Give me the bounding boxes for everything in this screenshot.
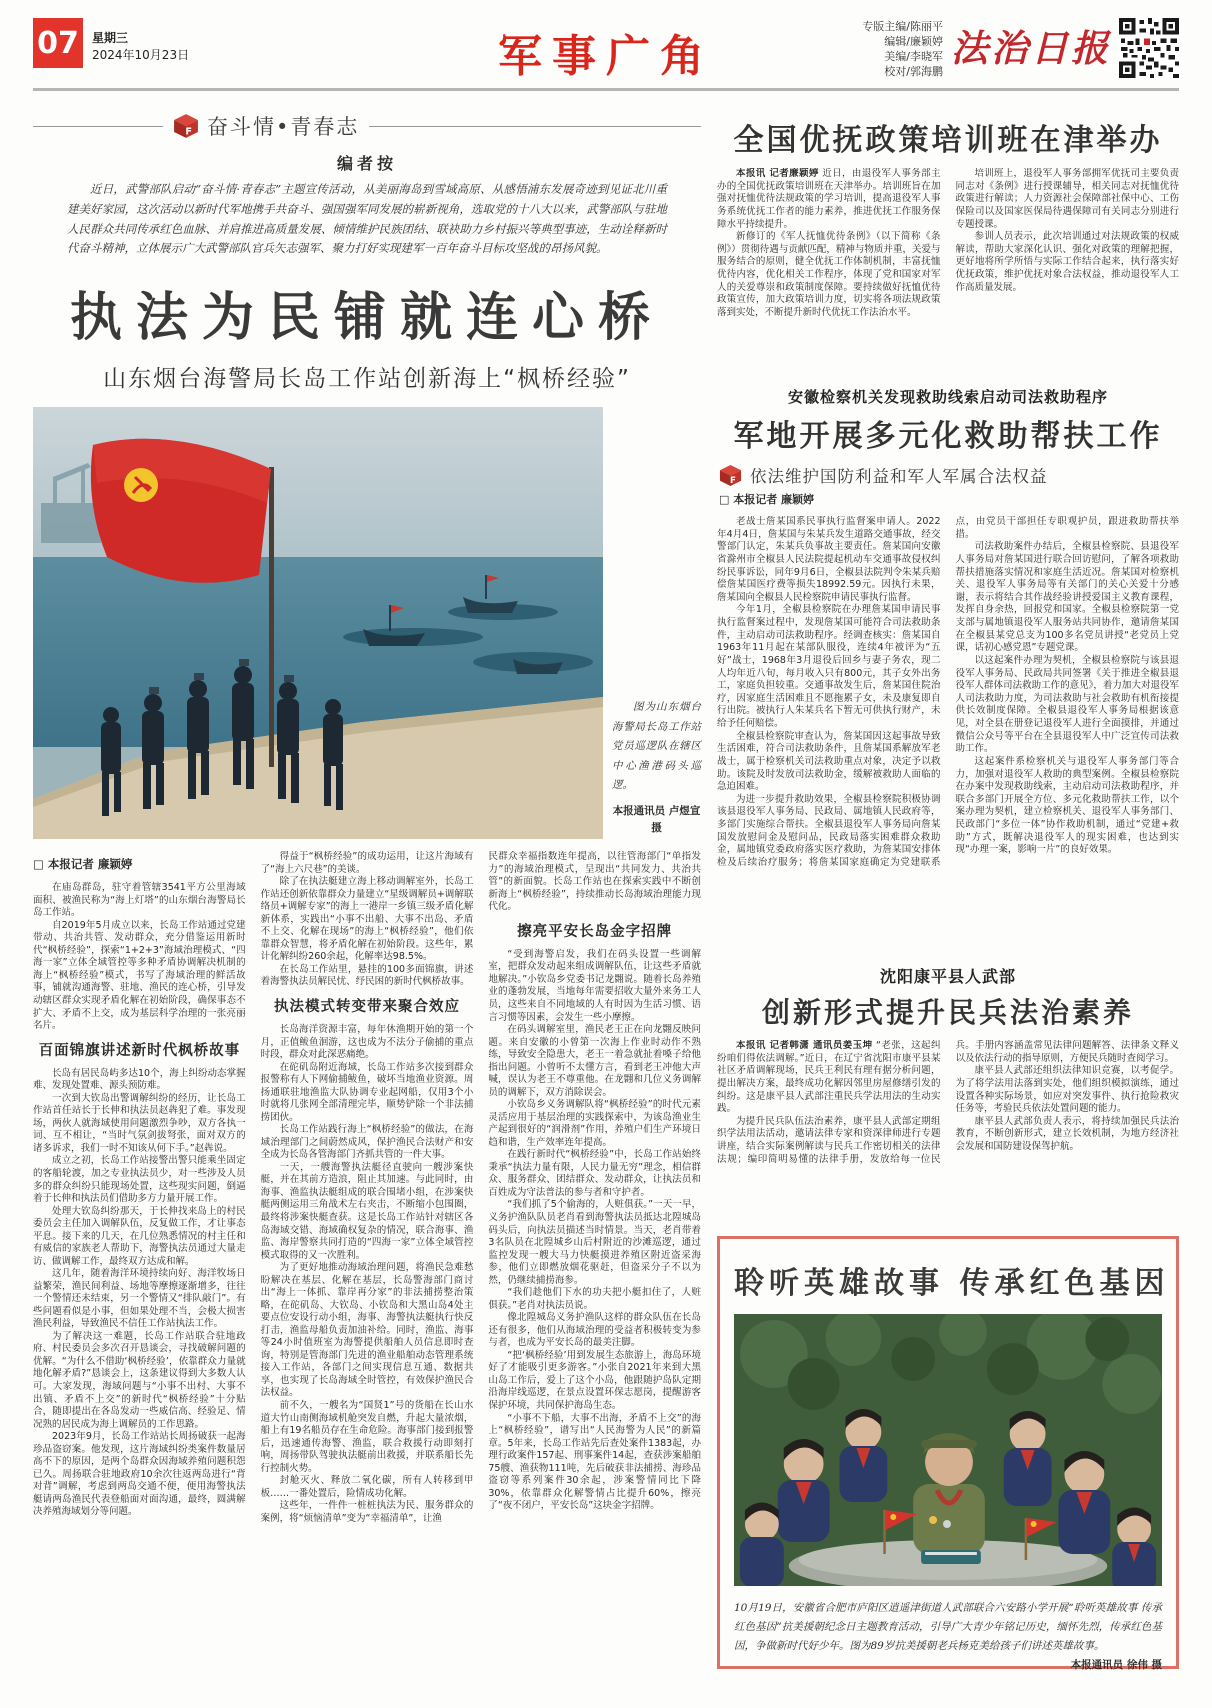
date-block — [92, 18, 189, 65]
paragraph: 这起案件系检察机关与退役军人事务部门等合力，加强对退役军人救助的典型案例。全椒县检察院在办案中发现救助线索，主动启动司法救助程序，并联合多部门开展全方位、多元化救助帮扶工作，以个案办理为契机，建立检察机关、退役军人事务部门、民政部门“多位一体”协作救助机制，通过“党建+救助”方式，既解决退役军人的现实困难，也达到实现“办理一案，影响一片”的良好效果。 — [955, 755, 1179, 856]
main-subhead: 山东烟台海警局长岛工作站创新海上“枫桥经验” — [103, 366, 631, 393]
paragraph: “我们抓了5个偷海的，人赃俱获。”一天一早，义务护渔队队员老肖看到海警执法员抵达北隍城岛码头后，向执法员描述当时情景。当天，老肖带着3名队员在北隍城乡山后村附近的沙滩巡逻，通过监控发现一艘大马力快艇摸进养殖区附近盗采海参，他们立即燃放烟花驱赶，但盗采分子不以为然，仍继续捕捞海参。 — [488, 1199, 701, 1286]
paragraph: 本报讯 记者廉颖婷 近日，由退役军人事务部主办的全国优抚政策培训班在天津举办。培训班旨在加强对抚恤优待法规政策的学习培训，提高退役军人事务系统优抚工作者的能力素养，推进优抚工作服务保障水平持续提升。 — [717, 168, 941, 230]
paragraph: “我们趁他们下水的功夫把小艇扣住了，人赃俱获。”老肖对执法员说。 — [488, 1287, 701, 1311]
date: 2024年10月23日 — [92, 48, 190, 63]
paragraph: 长岛有居民岛屿多达10个，海上纠纷动态掌握难、发现处置难、源头预防难。 — [33, 1067, 246, 1092]
rescue-body — [717, 516, 1179, 944]
article-column-1 — [33, 851, 246, 1599]
paragraph: 本报讯 记者韩潇 通讯员姜玉坤 “老张，这起纠纷咱们得依法调解。”近日，在辽宁省沈阳市康平县某社区矛盾调解现场，民兵王利民有理有据分析问题，提出解决方案，最终成功化解因邻里房屋修缮引发的纠纷。这是康平县人武部注重民兵学法用法的生动实践。 — [717, 1040, 941, 1115]
paragraph: 为进一步提升救助效果，全椒县检察院积极协调该县退役军人事务局、民政局、属地镇人民政府等，多部门实施综合帮扶。全椒县退役军人事务局向詹某国发放慰问金及慰问品，民政局落实困难群众救助金，属地镇党委政府落实医疗救助，为詹某国安排体检及后续治疗服务；将詹某国家庭确定为党建联系点，由党员干部担任专职观护员，跟进救助帮扶举措。 — [717, 516, 1179, 868]
paragraph: 一天，一艘海警执法艇径直驶向一艘涉案快艇，并在其前方造浪，阻止其加速。与此同时，由海事、渔监执法艇组成的联合围堵小组，在涉案快艇两侧运用三角战术左右夹击，不断缩小包围圈，最终将涉案快艇查获。这是长岛工作站针对辖区各岛海域交错、海域确权复杂的情况，联合海事、渔监、海岸警察共同打造的“四海一家”立体全域管控模式取得的又一次胜利。 — [260, 1161, 474, 1261]
paragraph: 为提升民兵队伍法治素养，康平县人武部定期组织学法用法活动，邀请法律专家和资深律师进行专题讲座，结合实际案例解读与民兵工作密切相关的法律法规；编印简明易懂的法律手册，发放给每一位民兵。手册内容涵盖常见法律问题解答、法律条文释义以及依法行动的指导原则，方便民兵随时查阅学习。 — [717, 1040, 1179, 1165]
paragraph: 长岛工作站践行海上“枫桥经验”的做法，在海域治理部门之间蔚然成风，保护渔民合法财产和安全成为长岛各管海部门齐抓共管的一件大事。 — [260, 1124, 474, 1161]
paragraph: 在砣矶岛附近海域，长岛工作站多次接到群众报警称有人下网偷捕鲅鱼，破坏当地渔业资源。周扬通联驻地渔监大队协调专业起网船，仅用3个小时就将几张网全部清理完毕，顺势铲除一个非法捕捞团伙。 — [260, 1061, 474, 1123]
training-headline: 全国优抚政策培训班在津举办 — [733, 123, 1163, 158]
militia-headline: 创新形式提升民兵法治素养 — [761, 996, 1134, 1029]
paragraph: 长岛海洋资源丰富，每年休渔期开始的第一个月，正值鲅鱼洄游，这也成为不法分子偷捕的重点时段，群众对此深恶痛绝。 — [260, 1024, 474, 1061]
paragraph: 自2019年5月成立以来，长岛工作站通过党建带动、共治共管、发动群众，充分借鉴运用新时代“枫桥经验”，探索“1+2+3”海域治理模式、“四海一家”立体全域管控等多种矛盾协调解决机制的海上“枫桥经验”模式，书写了海域治理的鲜活故事，铺就沟通海警、驻地、渔民的连心桥，引导发动辖区群众实现矛盾化解在初始阶段，确保事态不扩大、矛盾不上交，成为基层科学治理的一张亮丽名片。 — [33, 919, 246, 1032]
hero-caption-block — [734, 1599, 1162, 1671]
paragraph: 为了解决这一难题，长岛工作站联合驻地政府、村民委员会多次召开恳谈会，寻找破解问题的优解。“为什么不借助‘枫桥经验’，依靠群众力量就地化解矛盾?”恳谈会上，这条建议得到大多数人认可。大家发现，海域问题与“小事不出村、大事不出镇、矛盾不上交”的新时代“枫桥经验”十分贴合，随即提出在各岛发动一些威信高、经验足、情况熟的居民成为海上调解员的工作思路。 — [33, 1330, 246, 1430]
main-article-body — [33, 851, 701, 1599]
paragraph: 2023年9月，长岛工作站站长周扬破获一起海珍品盗窃案。他发现，这片海域纠纷类案件数量居高不下的原因，是两个岛群众因海域养殖问题积怨已久。周扬联合驻地政府10余次往返两岛进行“背对背”调解，考虑到两岛交通不便，便用海警执法艇请两岛渔民代表登船面对面沟通，最终，圆满解决养殖海域划分等问题。 — [33, 1431, 246, 1518]
militia-body — [717, 1040, 1179, 1222]
paragraph: 这几年，随着海洋环境持续向好、海洋牧场日益繁荣，渔民间利益、场地等摩擦逐渐增多，往往一个警情还未结束，另一个警情又“排队敲门”。有些问题看似是小事，但如果处理不当，会极大损害渔民利益，导致渔民不信任工作站执法工作。 — [33, 1268, 246, 1330]
photo-caption-block — [603, 407, 701, 839]
column-tag-row — [33, 111, 701, 141]
paragraph: 在庙岛群岛，驻守着管辖3541平方公里海域面积、被渔民称为“海上灯塔”的山东烟台海警局长岛工作站。 — [33, 882, 246, 919]
article-column-3 — [488, 851, 701, 1599]
editor-note-title: 编者按 — [336, 154, 397, 173]
weekday: 星期三 — [92, 31, 129, 45]
paragraph: 小钦岛乡义务调解队将“枫桥经验”的时代元素灵活应用于基层治理的实践探索中，为该岛渔业生产起到很好的“润滑剂”作用，养殖户们生产环境日趋和谐，生产效率连年提高。 — [488, 1099, 701, 1148]
section-header: 百面锦旗讲述新时代枫桥故事 — [38, 1042, 241, 1059]
paragraph: 老战士詹某国系民事执行监督案申请人。2022年4月4日，詹某国与朱某兵发生道路交通事故，经交警部门认定，朱某兵负事故主要责任。詹某国向安徽省滁州市全椒县人民法院提起机动车交通事故侵权纠纷民事诉讼，同年9月6日，全椒县法院判令朱某兵赔偿詹某国医疗费等损失18992.59元。因执行未果，詹某国向全椒县人民检察院申请民事执行监督。 — [717, 516, 941, 603]
article-training — [717, 115, 1179, 364]
header-rule — [33, 88, 1179, 91]
editor-note-text: 近日，武警部队启动“奋斗情·青春志”主题宣传活动，从美丽海岛到雪域高原、从感悟浦东发展奇迹到见证北川重建美好家园，这次活动以新时代军地携手共奋斗、强国强军同发展的崭新视角，选取党的十八大以来，武警部队与驻地人民群众共同传承红色血脉、并肩推进高质量发展、倾情维护民族团结、联袂助力乡村振兴等典型事迹，生动诠释新时代奋斗精神，立体展示广大武警部队官兵矢志强军、聚力打好实现建军一百年奋斗目标攻坚战的昂扬风貌。 — [67, 182, 667, 256]
paragraph: 今年1月，全椒县检察院在办理詹某国申请民事执行监督案过程中，发现詹某国可能符合司法救助条件，主动启动司法救助程序。经调查核实：詹某国自1963年11月起在某部队服役，连续4年被评为“五好”战士，1968年3月退役后回乡与妻子务农，现二人均年近八旬，每月收入只有800元，其子女外出务工，家庭负担较重。交通事故发生后，詹某国住院治疗，因家庭生活困难且不愿拖累子女，未及康复即自行出院。被执行人朱某兵名下暂无可供执行财产，未给予任何赔偿。 — [717, 604, 941, 729]
paragraph: 像北隍城岛义务护渔队这样的群众队伍在长岛还有很多，他们从海域治理的受益者积极转变为参与者，也成为平安长岛的最美注脚。 — [488, 1312, 701, 1349]
rescue-byline: □ 本报记者 廉颖婷 — [719, 493, 815, 506]
red-cube-logo-icon — [719, 464, 742, 487]
main-article — [33, 105, 701, 1675]
paragraph: 康平县人武部还组织法律知识竞赛，以考促学。为了将学法用法落到实处，他们组织模拟演练，通过设置各种实际场景，如应对突发事件、执行抢险救灾任务等，考验民兵依法处置问题的能力。 — [955, 1065, 1179, 1115]
rescue-tagline: 依法维护国防利益和军人军属合法权益 — [750, 467, 1048, 486]
section-header: 执法模式转变带来聚合效应 — [274, 998, 460, 1015]
masthead-logo: 法治日报 — [951, 26, 1111, 70]
column-tag-label: 奋斗情•青春志 — [207, 115, 360, 139]
paragraph: 康平县人武部负责人表示，将持续加强民兵法治教育，不断创新形式，建立长效机制，为地方经济社会发展和国防建设保驾护航。 — [955, 1115, 1179, 1152]
svg-text:F: F — [729, 475, 736, 486]
paragraph: 处理大钦岛纠纷那天，于长伸找来岛上的村民委员会主任加入调解队伍，反复做工作，才让事态平息。接下来的几天，在几位熟悉情况的村主任和有威信的家族老人帮助下，海警执法员通过大量走访、做调解工作，最终双方达成和解。 — [33, 1205, 246, 1267]
hero-headline: 聆听英雄故事 传承红色基因 — [734, 1266, 1170, 1301]
rescue-tagline-row — [719, 463, 1179, 487]
paragraph: 得益于“枫桥经验”的成功运用，让这片海域有了“海上六尺巷”的美谈。 — [260, 851, 474, 875]
paragraph: 一次到大钦岛出警调解纠纷的经历，让长岛工作站首任站长于长伸和执法员赵犇犯了难。事发现场，两伙人就海域使用问题激烈争吵，双方各执一词、互不相让，“当时气氛剑拔弩张，面对双方的诸多诉求，我们一时不知该从何下手。”赵犇说。 — [33, 1092, 246, 1154]
hero-story-box — [717, 1236, 1179, 1669]
hero-credit: 本报通讯员 徐伟 摄 — [1070, 1658, 1162, 1671]
militia-kicker: 沈阳康平县人武部 — [879, 967, 1016, 986]
svg-text:F: F — [185, 126, 193, 138]
paragraph: “小事不下船，大事不出海，矛盾不上交”的海上“枫桥经验”，谱写出“人民海警为人民”的新篇章。5年来，长岛工作站先后查处案件1383起，办理行政案件157起、刑事案件14起，查获涉案船舶75艘、渔获物111吨，先后破获非法捕捞、海珍品盗窃等系列案件30余起，涉案警情同比下降30%，依靠群众化解警情占比提升60%，擦亮了“夜不闭户，平安长岛”这块金字招牌。 — [488, 1412, 701, 1512]
paragraph: 培训班上，退役军人事务部拥军优抚司主要负责同志对《条例》进行授课辅导，相关同志对抚恤优待政策进行解读；人力资源社会保障部社保中心、工伤保险司以及国家医保局待遇保障司有关同志分别进行专题授课。 — [955, 168, 1179, 230]
paragraph: 除了在执法艇建立海上移动调解室外，长岛工作站还创新依靠群众力量建立“星级调解员+调解联络员+调解专家”的海上一港岸一乡镇三级矛盾化解新体系，实践出“小事不出船、大事不出岛、矛盾不上交、化解在现场”的海上“枫桥经验”，他们依靠群众智慧，将矛盾化解在初始阶段。这些年，累计化解纠纷260余起，化解率达98.5%。 — [260, 876, 474, 963]
page-header — [33, 18, 1179, 82]
main-photo — [33, 407, 603, 839]
page-number-badge: 07 — [33, 18, 83, 68]
rescue-kicker: 安徽检察机关发现救助线索启动司法救助程序 — [787, 388, 1108, 406]
editor-credits: 专版主编/陈丽平 编辑/廉颖婷 美编/李晓军 校对/郭海鹏 — [862, 20, 943, 78]
photo-credit: 本报通讯员 卢煜宣 摄 — [612, 805, 701, 835]
article-column-2 — [261, 851, 474, 1599]
paragraph: 新修订的《军人抚恤优待条例》（以下简称《条例》）贯彻待遇与贡献匹配，精神与物质并重，关爱与服务结合的原则，健全优抚工作体制机制，丰富抚恤优待内容，优化相关工作程序，体现了党和国家对军人的关爱尊崇和政策制度保障。要持续做好抚恤优待政策宣传，加大政策培训力度，切实将各项法规政策落到实处，不断提升新时代优抚工作法治水平。 — [717, 231, 941, 318]
hero-caption: 10月19日，安徽省合肥市庐阳区逍遥津街道人武部联合六安路小学开展“聆听英雄故事 传承红色基因”抗美援朝纪念日主题教育活动，引导广大青少年铭记历史，缅怀先烈，传承红色基因，争做新时代好少年。图为89岁抗美援朝老兵杨克美给孩子们讲述英雄故事。 — [734, 1602, 1162, 1652]
red-cube-logo-icon — [173, 113, 199, 139]
paragraph: 成立之初，长岛工作站接警出警只能乘坐固定的客船轮渡，加之专业执法员少，对一些涉及人员多的群众纠纷只能现场处置，这些现实问题，倒逼着于长伸和执法员们借助多方力量开展工作。 — [33, 1155, 246, 1205]
paragraph: 以这起案件办理为契机，全椒县检察院与该县退役军人事务局、民政局共同签署《关于推进全椒县退役军人群体司法救助工作的意见》，着力加大对退役军人司法救助力度，为司法救助与社会救助有机衔接提供长效制度保障。全椒县退役军人事务局根据该意见，对全县在册登记退役军人进行全面摸排，并通过微信公众号等平台在全县退役军人中广泛宣传司法救助工作。 — [955, 654, 1179, 755]
article-byline: □ 本报记者 廉颖婷 — [33, 857, 133, 872]
editor-note — [67, 151, 667, 259]
paragraph: 全椒县检察院审查认为，詹某国因这起事故导致生活困难，符合司法救助条件，且詹某国系解放军老战士，属于检察机关司法救助重点对象，决定予以救助。该院及时发放司法救助金，缓解被救助人面临的急迫困难。 — [717, 730, 941, 793]
paragraph: “受到海警启发，我们在码头设置一些调解室，把群众发动起来组成调解队伍，让这些矛盾就地解决。”小钦岛乡党委书记龙翾说。随着长岛养殖业的蓬勃发展，当地每年需要招收大量外来务工人员，这些来自不同地域的人有时因为生活习惯、语言习惯等因素，会发生一些小摩擦。 — [488, 948, 701, 1023]
paragraph: 在码头调解室里，渔民老王正在向龙翾反映问题。来自安徽的小曾第一次海上作业时动作不熟练，导致安全隐患大，老王一着急就扯着嗓子给他指出问题。小曾听不太懂方言，看到老王冲他大声喊，误认为老王不尊重他。在龙翾和几位义务调解员的调解下，双方消除误会。 — [488, 1024, 701, 1098]
paragraph: “把‘枫桥经验’用到发展生态旅游上，海岛环境好了才能吸引更多游客。”小张自2021年来到大黑山岛工作后，爱上了这个小岛，他跟随护岛队定期沿海岸线巡逻，在景点设置环保志愿岗，提醒游客保护环境，共同保护海岛生态。 — [488, 1349, 701, 1411]
paragraph: 为了更好地推动海域治理问题，将渔民急难愁盼解决在基层、化解在基层，长岛警海部门商讨出“海上一体抓、靠岸再分家”的非法捕捞整治策略，在砣矶岛、大钦岛、小钦岛和大黑山岛4处主要点位安设行动小组，海事、海警执法艇执行快反打击，渔监母船负责加油补给。同时，渔监、海事等24小时值班室为海警提供船舶人员信息即时查询，特别是管海部门先进的渔业船舶动态管理系统接入工作站，各部门之间实现信息互通、数据共享，也实现了长岛海域全时管控，有效保护渔民合法权益。 — [260, 1262, 474, 1399]
paragraph: 在践行新时代“枫桥经验”中，长岛工作站始终秉承“执法力量有限，人民力量无穷”理念，相信群众、服务群众、团结群众、发动群众，让执法员和百姓成为守法普法的参与者和守护者。 — [488, 1149, 701, 1198]
photo-caption: 图为山东烟台海警局长岛工作站党员巡逻队在辖区中心渔港码头巡逻。 — [612, 701, 701, 792]
lead-in: 本报讯 记者廉颖婷 — [736, 168, 819, 179]
training-body — [717, 168, 1179, 364]
hero-photo — [734, 1314, 1162, 1586]
paragraph: 这些年，一件件一桩桩执法为民、服务群众的案例，将“烦恼清单”变为“幸福清单”，让渔 — [260, 1500, 474, 1524]
main-headline: 执法为民铺就连心桥 — [69, 288, 664, 349]
qr-code-icon — [1119, 18, 1179, 78]
lead-in: 本报讯 记者韩潇 通讯员姜玉坤 — [736, 1040, 873, 1051]
paragraph: 封舱灭火、释放二氧化碳，所有人转移到甲板……一番处置后，险情成功化解。 — [260, 1475, 474, 1499]
paragraph: 参训人员表示，此次培训通过对法规政策的权威解读，帮助大家深化认识、强化对政策的理解把握，更好地将所学所悟与实际工作结合起来，执行落实好优抚政策，维护优抚对象合法权益，推动退役军人工作高质量发展。 — [955, 231, 1179, 293]
rescue-headline: 军地开展多元化救助帮扶工作 — [733, 419, 1163, 454]
paragraph: 在长岛工作站里，悬挂的100多面锦旗，讲述着海警执法员解民忧、纾民困的新时代枫桥故事。 — [260, 963, 474, 988]
article-rescue — [717, 386, 1179, 944]
section-header: 擦亮平安长岛金字招牌 — [517, 923, 673, 940]
paragraph: 司法救助案件办结后，全椒县检察院、县退役军人事务局对詹某国进行联合回访慰问，了解各项救助帮扶措施落实情况和家庭生活近况。詹某国对检察机关、退役军人事务局等有关部门的关心关爱十分感谢，表示将结合其作战经验讲授爱国主义教育课程，发挥自身余热，回报党和国家。全椒县检察院第一党支部与属地镇退役军人服务站共同协作，邀请詹某国在全椒县某党总支为100多名党员讲授“老党员上党课，话初心感党恩”专题党课。 — [955, 541, 1179, 654]
paragraph: 民群众幸福指数连年提高，以往管海部门“单指发力”的海域治理模式，呈现出“共同发力、共治共管”的新面貌。长岛工作站也在探索实践中不断创新海上“枫桥经验”，持续推动长岛海域治理能力现代化。 — [488, 851, 701, 913]
section-title: 军事广角 — [498, 31, 714, 82]
paragraph: 前不久，一艘名为“国贤1”号的货船在长山水道大竹山南侧海域机舱突发自燃，升起大量浓烟，船上有19名船员存在生命危险。海事部门接到报警后，迅速通传海警、渔监，联合救援行动即刻打响，周扬带队驾驶执法艇前出救援，并联系船长先行控制火势。 — [260, 1399, 474, 1474]
article-militia — [717, 964, 1179, 1222]
